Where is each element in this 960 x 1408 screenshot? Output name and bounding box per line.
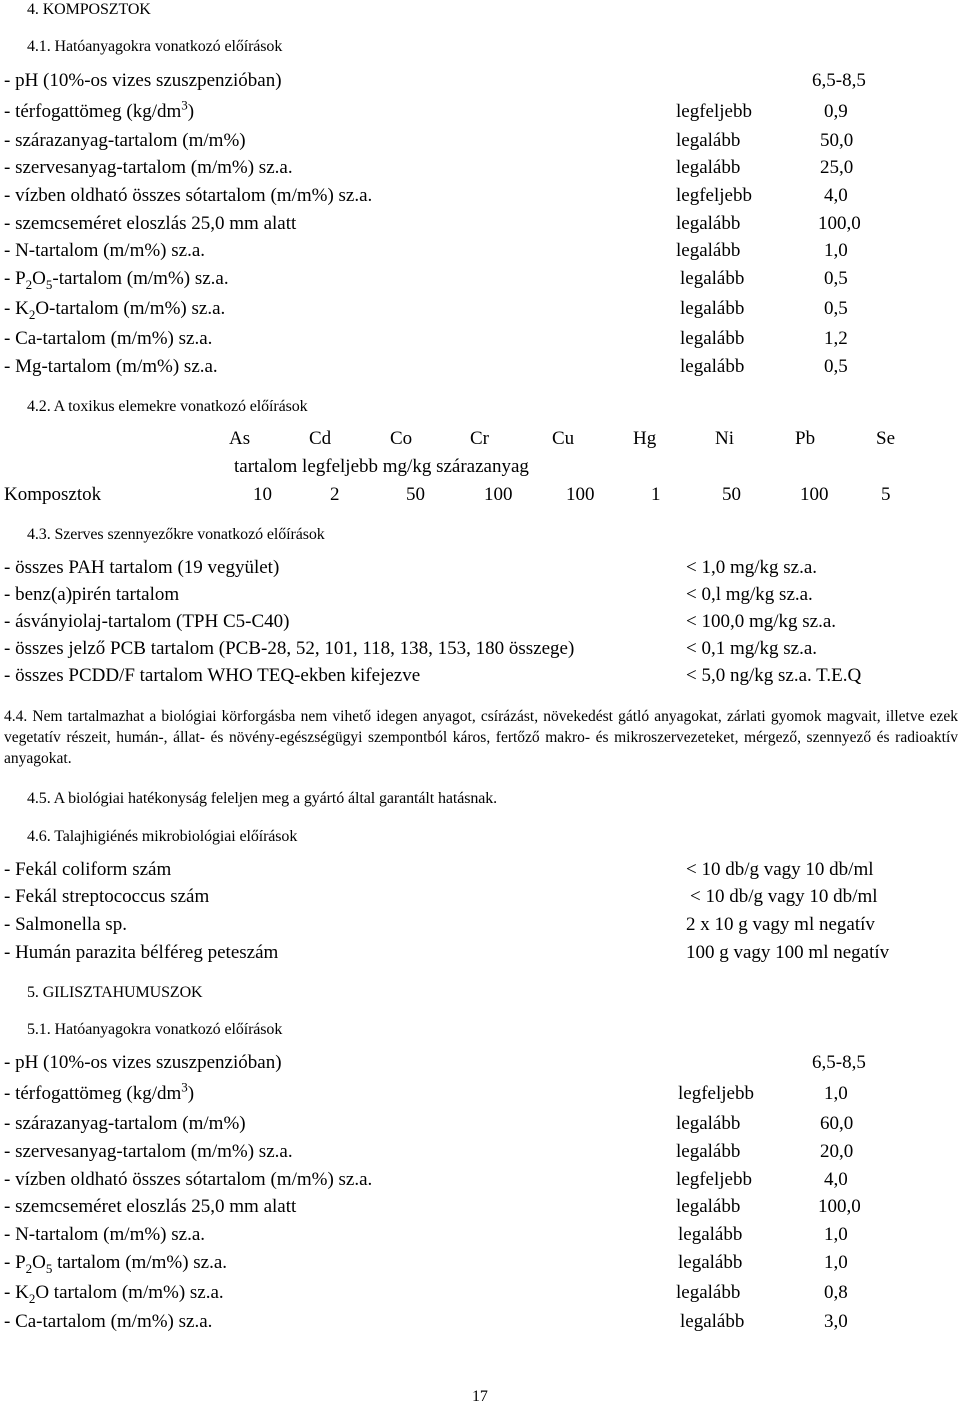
organic-label: - összes jelző PCB tartalom (PCB-28, 52, 101, 118, 138, 153, 180 összege) [4, 638, 575, 659]
micro-label: - Fekál coliform szám [4, 859, 172, 880]
organic-value: < 100,0 mg/kg sz.a. [686, 611, 837, 632]
subsection-heading: 5.1. Hatóanyagokra vonatkozó előírások [27, 1021, 283, 1038]
limit-value: 100 [566, 484, 595, 505]
kompost-label: Komposztok [4, 484, 102, 505]
req-label: - szervesanyag-tartalom (m/m%) sz.a. [4, 1141, 293, 1162]
req-value: 1,0 [824, 1224, 848, 1245]
req-label: - vízben oldható összes sótartalom (m/m%) sz.a. [4, 1169, 373, 1190]
req-value: 6,5-8,5 [812, 70, 866, 91]
req-label: - $K_2O$-tartalom (m/m%) sz.a. [4, 298, 226, 322]
req-value: 1,0 [824, 1083, 848, 1104]
unit-line: tartalom legfeljebb mg/kg szárazanyag [234, 456, 529, 477]
req-qualifier: legalább [676, 130, 741, 151]
req-qualifier: legfeljebb [676, 1169, 752, 1190]
limit-value: 100 [484, 484, 513, 505]
organic-label: - benz(a)pirén tartalom [4, 584, 180, 605]
req-label: - szemcseméret eloszlás 25,0 mm alatt [4, 1196, 297, 1217]
paragraph-4-4: 4.4. Nem tartalmazhat a biológiai körforgásba nem vihető idegen anyagot, csírázást, növekedést gátló anyagokat, zárlati gyomok magvait, illetve ezek vegetatív részeit, humán-, állat- és növény-egészségügyi szempontból káros, fertőző makro- és mikroszervezeteket, mérgező, szennyező és radioaktív anyagokat. [4, 708, 958, 767]
req-qualifier: legalább [680, 268, 745, 289]
element-header: Ni [715, 428, 734, 449]
limit-value: 1 [651, 484, 661, 505]
req-value: 0,5 [824, 356, 848, 377]
organic-label: - ásványiolaj-tartalom (TPH C5-C40) [4, 611, 290, 632]
section-title: 4. KOMPOSZTOK [27, 1, 151, 18]
req-value: 4,0 [824, 1169, 848, 1190]
req-value: 100,0 [818, 213, 861, 234]
req-label: - Ca-tartalom (m/m%) sz.a. [4, 1311, 213, 1332]
req-value: 4,0 [824, 185, 848, 206]
limit-value: 2 [330, 484, 340, 505]
micro-value: < 10 db/g vagy 10 db/ml [690, 886, 878, 907]
organic-label: - összes PAH tartalom (19 vegyület) [4, 557, 280, 578]
page-number: 17 [472, 1388, 488, 1405]
req-qualifier: legalább [678, 1252, 743, 1273]
req-qualifier: legalább [676, 1113, 741, 1134]
organic-label: - összes PCDD/F tartalom WHO TEQ-ekben kifejezve [4, 665, 421, 686]
req-label: - pH (10%-os vizes szuszpenzióban) [4, 1052, 282, 1073]
organic-value: < 0,1 mg/kg sz.a. [686, 638, 818, 659]
micro-label: - Fekál streptococcus szám [4, 886, 210, 907]
req-qualifier: legalább [680, 356, 745, 377]
req-label: - $P_2O_5$ tartalom (m/m%) sz.a. [4, 1252, 228, 1276]
req-label: - szárazanyag-tartalom (m/m%) [4, 130, 246, 151]
req-value: 20,0 [820, 1141, 854, 1162]
organic-value: < 1,0 mg/kg sz.a. [686, 557, 818, 578]
req-value: 0,8 [824, 1282, 848, 1303]
micro-value: 100 g vagy 100 ml negatív [686, 942, 890, 963]
element-header: Cd [309, 428, 332, 449]
req-value: 0,5 [824, 298, 848, 319]
req-label: - Ca-tartalom (m/m%) sz.a. [4, 328, 213, 349]
req-value: 0,5 [824, 268, 848, 289]
req-qualifier: legalább [676, 157, 741, 178]
req-qualifier: legalább [680, 298, 745, 319]
req-value: 60,0 [820, 1113, 854, 1134]
req-qualifier: legfeljebb [678, 1083, 754, 1104]
subsection-heading: 4.1. Hatóanyagokra vonatkozó előírások [27, 38, 283, 55]
element-header: Cr [470, 428, 489, 449]
req-label: - térfogattömeg $(kg/dm^3)$ [4, 97, 195, 122]
element-header: Cu [552, 428, 575, 449]
req-label: - N-tartalom (m/m%) sz.a. [4, 240, 206, 261]
element-header: Hg [633, 428, 657, 449]
req-label: - szemcseméret eloszlás 25,0 mm alatt [4, 213, 297, 234]
organic-value: < 5,0 ng/kg sz.a. T.E.Q [686, 665, 862, 686]
req-label: - N-tartalom (m/m%) sz.a. [4, 1224, 206, 1245]
req-qualifier: legalább [676, 240, 741, 261]
req-label: - pH (10%-os vizes szuszpenzióban) [4, 70, 282, 91]
req-label: - $P_2O_5$-tartalom (m/m%) sz.a. [4, 268, 229, 292]
req-value: 1,0 [824, 1252, 848, 1273]
req-value: 25,0 [820, 157, 854, 178]
organic-value: < 0,l mg/kg sz.a. [686, 584, 813, 605]
req-qualifier: legalább [680, 1311, 745, 1332]
req-qualifier: legfeljebb [676, 185, 752, 206]
element-header: Pb [795, 428, 816, 449]
limit-value: 50 [722, 484, 741, 505]
element-header: As [229, 428, 251, 449]
req-value: 3,0 [824, 1311, 848, 1332]
req-qualifier: legalább [676, 1196, 741, 1217]
req-qualifier: legfeljebb [676, 101, 752, 122]
section-title: 5. GILISZTAHUMUSZOK [27, 984, 203, 1001]
subsection-heading: 4.6. Talajhigiénés mikrobiológiai előírások [27, 828, 298, 845]
element-header: Se [876, 428, 895, 449]
req-value: 100,0 [818, 1196, 861, 1217]
element-header: Co [390, 428, 413, 449]
req-label: - szervesanyag-tartalom (m/m%) sz.a. [4, 157, 293, 178]
req-qualifier: legalább [676, 1282, 741, 1303]
micro-label: - Humán parazita bélféreg peteszám [4, 942, 279, 963]
req-qualifier: legalább [678, 1224, 743, 1245]
paragraph-4-5: 4.5. A biológiai hatékonyság feleljen meg a gyártó által garantált hatásnak. [27, 790, 498, 807]
req-label: - térfogattömeg $(kg/dm^3)$ [4, 1079, 195, 1104]
req-label: - $K_2O$ tartalom (m/m%) sz.a. [4, 1282, 224, 1306]
req-value: 0,9 [824, 101, 848, 122]
req-qualifier: legalább [680, 328, 745, 349]
limit-value: 10 [253, 484, 272, 505]
micro-value: < 10 db/g vagy 10 db/ml [686, 859, 874, 880]
subsection-heading: 4.2. A toxikus elemekre vonatkozó előírások [27, 398, 308, 415]
limit-value: 5 [881, 484, 891, 505]
subsection-heading: 4.3. Szerves szennyezőkre vonatkozó előírások [27, 526, 325, 543]
limit-value: 100 [800, 484, 829, 505]
limit-value: 50 [406, 484, 425, 505]
micro-label: - Salmonella sp. [4, 914, 127, 935]
req-label: - szárazanyag-tartalom (m/m%) [4, 1113, 246, 1134]
micro-value: 2 x 10 g vagy ml negatív [686, 914, 875, 935]
req-label: - vízben oldható összes sótartalom (m/m%) sz.a. [4, 185, 373, 206]
req-value: 1,0 [824, 240, 848, 261]
req-value: 1,2 [824, 328, 848, 349]
req-qualifier: legalább [676, 213, 741, 234]
req-label: - Mg-tartalom (m/m%) sz.a. [4, 356, 218, 377]
req-value: 6,5-8,5 [812, 1052, 866, 1073]
req-value: 50,0 [820, 130, 854, 151]
req-qualifier: legalább [676, 1141, 741, 1162]
